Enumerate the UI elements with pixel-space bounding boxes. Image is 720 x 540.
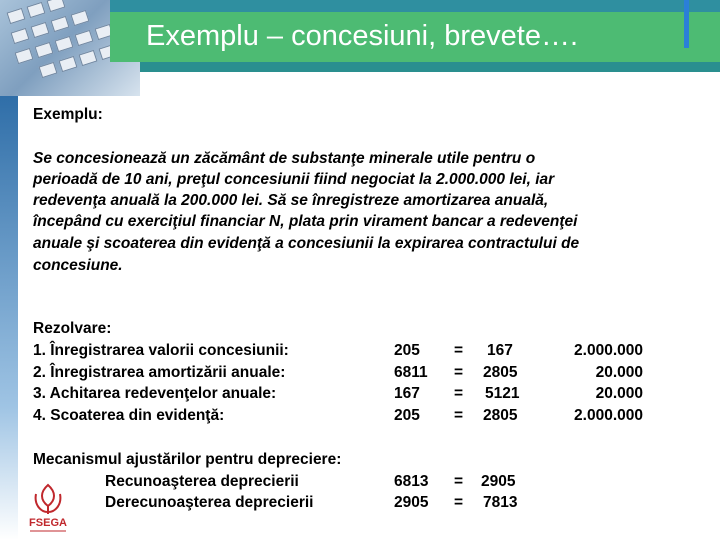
entry-sign: = (454, 385, 464, 402)
header-top-bar (110, 0, 720, 12)
entry-credit: 2805 (483, 407, 518, 424)
entry-debit: 205 (394, 407, 420, 424)
entry-debit: 6811 (394, 364, 428, 381)
mechanism-debit: 6813 (394, 473, 429, 490)
header-strip (140, 62, 720, 72)
entry-amount: 2.000.000 (574, 342, 643, 359)
entry-sign: = (454, 364, 464, 381)
entry-label: 2. Înregistrarea amortizării anuale: (33, 364, 286, 381)
mechanism-credit: 7813 (483, 494, 518, 511)
entry-debit: 205 (394, 342, 420, 359)
entry-amount: 20.000 (595, 385, 643, 402)
slide-header (0, 0, 720, 100)
paragraph-line: perioadă de 10 ani, preţul concesiunii fiind negociat la 2.000.000 lei, iar (33, 171, 555, 188)
logo-text: FSEGA (29, 517, 67, 529)
paragraph-line: Se concesionează un zăcământ de substanţe minerale utile pentru o (33, 150, 536, 167)
entry-sign: = (454, 407, 464, 424)
entry-amount: 20.000 (595, 364, 643, 381)
mechanism-sign: = (454, 473, 464, 490)
entry-credit: 2805 (483, 364, 518, 381)
entry-sign: = (454, 342, 464, 359)
paragraph-line: începând cu exerciţiul financiar N, plata prin virament bancar a redevenţei (33, 213, 578, 230)
slide-title: Exemplu – concesiuni, brevete…. (146, 20, 578, 52)
mechanism-label: Recunoaşterea deprecierii (105, 473, 299, 490)
left-decorative-bar (0, 96, 18, 540)
paragraph-line: anuale şi scoaterea din evidenţă a concesiunii la expirarea contractului de (33, 235, 580, 252)
resolution-heading: Rezolvare: (33, 320, 112, 337)
header-accent-line (684, 0, 689, 48)
entry-credit: 167 (487, 342, 513, 359)
paragraph-line: redevenţa anuală la 200.000 lei. Să se înregistreze amortizarea anuală, (33, 192, 549, 209)
fsega-logo (22, 482, 74, 538)
entry-debit: 167 (394, 385, 420, 402)
mechanism-sign: = (454, 494, 464, 511)
example-heading: Exemplu: (33, 106, 103, 123)
mechanism-label: Derecunoaşterea deprecierii (105, 494, 314, 511)
mechanism-credit: 2905 (481, 473, 516, 490)
entry-credit: 5121 (485, 385, 520, 402)
entry-label: 3. Achitarea redevenţelor anuale: (33, 385, 277, 402)
entry-label: 1. Înregistrarea valorii concesiunii: (33, 342, 289, 359)
mechanism-debit: 2905 (394, 494, 429, 511)
mechanism-heading: Mecanismul ajustărilor pentru depreciere: (33, 451, 342, 468)
entry-label: 4. Scoaterea din evidenţă: (33, 407, 225, 424)
entry-amount: 2.000.000 (574, 407, 643, 424)
paragraph-line: concesiune. (33, 257, 123, 274)
